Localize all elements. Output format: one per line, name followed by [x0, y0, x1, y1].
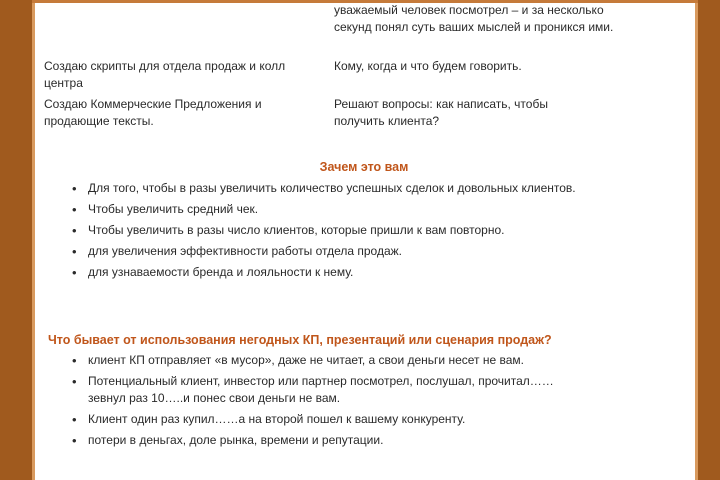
- bullet-icon: •: [72, 433, 77, 448]
- bullet-icon: •: [72, 265, 77, 280]
- list-item: • потери в деньгах, доле рынка, времени и репутации.: [72, 433, 384, 448]
- bullet-icon: •: [72, 374, 77, 389]
- consequences-list: [68, 352, 588, 453]
- left-border-accent: [32, 0, 35, 480]
- bullet-icon: •: [72, 244, 77, 259]
- list-item: • для узнаваемости бренда и лояльности к нему.: [72, 265, 354, 280]
- right-border: [698, 0, 720, 480]
- section-heading-why: Зачем это вам: [319, 160, 409, 174]
- list-item: • Чтобы увеличить средний чек.: [72, 202, 259, 217]
- why-list: [68, 180, 638, 285]
- bullet-icon: •: [72, 223, 77, 238]
- left-column-item-2: Создаю Коммерческие Предложения и продающие тексты.: [44, 97, 262, 128]
- left-column-item-1: Создаю скрипты для отдела продаж и колл центра: [44, 59, 286, 90]
- list-item: • Потенциальный клиент, инвестор или партнер посмотрел, послушал, прочитал……зевнул раз 10…..и понес свои деньги не вам.: [72, 374, 554, 405]
- right-border-accent: [695, 0, 698, 480]
- list-item: • Чтобы увеличить в разы число клиентов, которые пришли к вам повторно.: [72, 223, 505, 238]
- section-heading-consequences: Что бывает от использования негодных КП, презентаций или сценария продаж?: [48, 333, 552, 347]
- document-content: [44, 0, 684, 480]
- left-border: [0, 0, 32, 480]
- right-column-item-2: Кому, когда и что будем говорить.: [334, 59, 522, 73]
- list-item: • клиент КП отправляет «в мусор», даже не читает, а свои деньги несет не вам.: [72, 353, 524, 368]
- list-item: • для увеличения эффективности работы отдела продаж.: [72, 244, 402, 259]
- list-item: • Для того, чтобы в разы увеличить количество успешных сделок и довольных клиентов.: [72, 181, 576, 196]
- right-column-item-1: уважаемый человек посмотрел – и за несколько секунд понял суть ваших мыслей и проникся ими.: [334, 3, 614, 34]
- right-column-item-3: Решают вопросы: как написать, чтобы получить клиента?: [334, 97, 548, 128]
- list-item: • Клиент один раз купил……а на второй пошел к вашему конкуренту.: [72, 412, 466, 427]
- bullet-icon: •: [72, 412, 77, 427]
- bullet-icon: •: [72, 181, 77, 196]
- bullet-icon: •: [72, 202, 77, 217]
- bullet-icon: •: [72, 353, 77, 368]
